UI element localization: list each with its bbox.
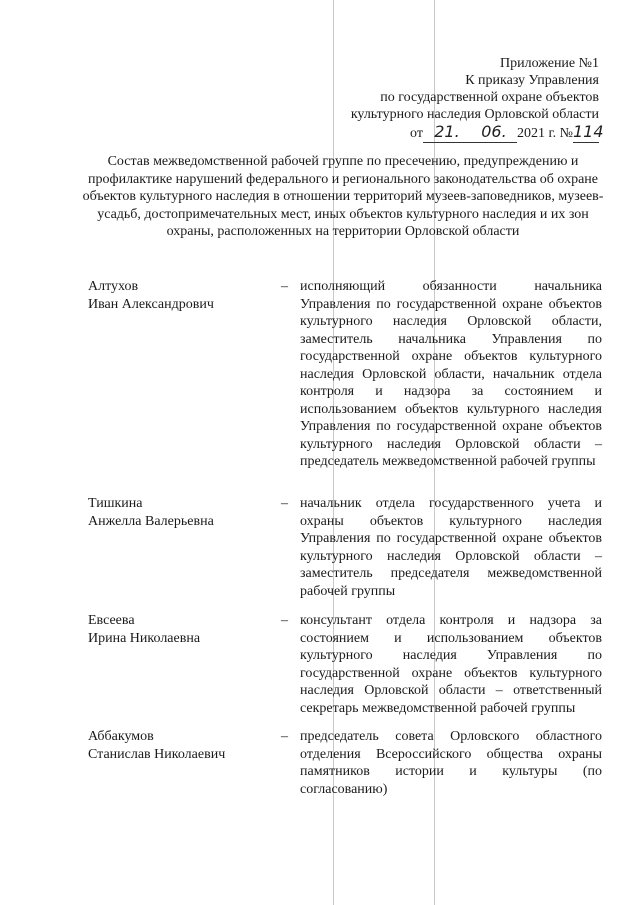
appendix-number: Приложение №1 (500, 56, 599, 71)
order-number-field (573, 122, 604, 143)
authority-line-1: по государственной охране объектов (380, 90, 599, 105)
member-given-names: Станислав Николаевич (88, 746, 226, 762)
member-role: начальник отдела государственного учета и охраны объектов культурного наследия Управления по государственной охране объектов культурного наследия Орловской области – заместитель председателя межведомственной рабочей группы (300, 496, 602, 599)
order-reference: К приказу Управления (465, 73, 599, 88)
date-day-field (423, 123, 471, 143)
member-given-names: Анжелла Валерьевна (88, 513, 214, 529)
member-role: исполняющий обязанности начальника Управления по государственной охране объектов культурного наследия Орловской области, заместитель начальника Управления по государственной охране объектов культурного наследия Орловской области, начальник отдела контроля и надзора за состоянием и использованием объектов культурного наследия Управления по государственной охране объектов культурного наследия Орловской области – председатель межведомственной рабочей группы (300, 279, 602, 469)
date-month-field (471, 123, 517, 143)
member-dash: – (281, 613, 288, 628)
member-surname: Тишкина (88, 496, 143, 511)
member-role: председатель совета Орловского областного отделения Всероссийского общества охраны памятников истории и культуры (по согласованию) (300, 729, 602, 797)
member-surname: Евсеева (88, 613, 135, 628)
date-month-handwritten: 06. (481, 122, 507, 141)
member-dash: – (281, 496, 288, 511)
date-day-handwritten: 21. (434, 122, 460, 141)
member-name (88, 612, 278, 647)
member-surname: Аббакумов (88, 729, 154, 744)
member-role: консультант отдела контроля и надзора за состоянием и использованием объектов культурного наследия Управления по государственной охране объектов культурного наследия Орловской области – ответственный секретарь межведомственной рабочей группы (300, 613, 602, 716)
member-dash: – (281, 729, 288, 744)
member-given-names: Иван Александрович (88, 296, 214, 312)
member-surname: Алтухов (88, 279, 139, 294)
member-given-names: Ирина Николаевна (88, 630, 201, 646)
authority-line-2: культурного наследия Орловской области (350, 107, 599, 122)
member-dash: – (281, 279, 288, 294)
member-name (88, 495, 278, 530)
order-number-handwritten: 114 (573, 122, 604, 141)
date-prefix: от (410, 126, 423, 141)
date-year: 2021 г. № (516, 126, 573, 141)
appendix-header (350, 55, 604, 143)
order-date-line (351, 122, 604, 143)
member-name (88, 278, 278, 313)
document-title: Состав межведомственной рабочей группе по пресечению, предупреждению и профилактике нарушений федерального и регионального законодательства об охране объектов культурного наследия в отношении территорий музеев-заповедников, музеев-усадьб, достопримечательных мест, иных объектов культурного наследия и их зон охраны, расположенных на территории Орловской области (82, 154, 604, 239)
member-name (88, 728, 278, 763)
